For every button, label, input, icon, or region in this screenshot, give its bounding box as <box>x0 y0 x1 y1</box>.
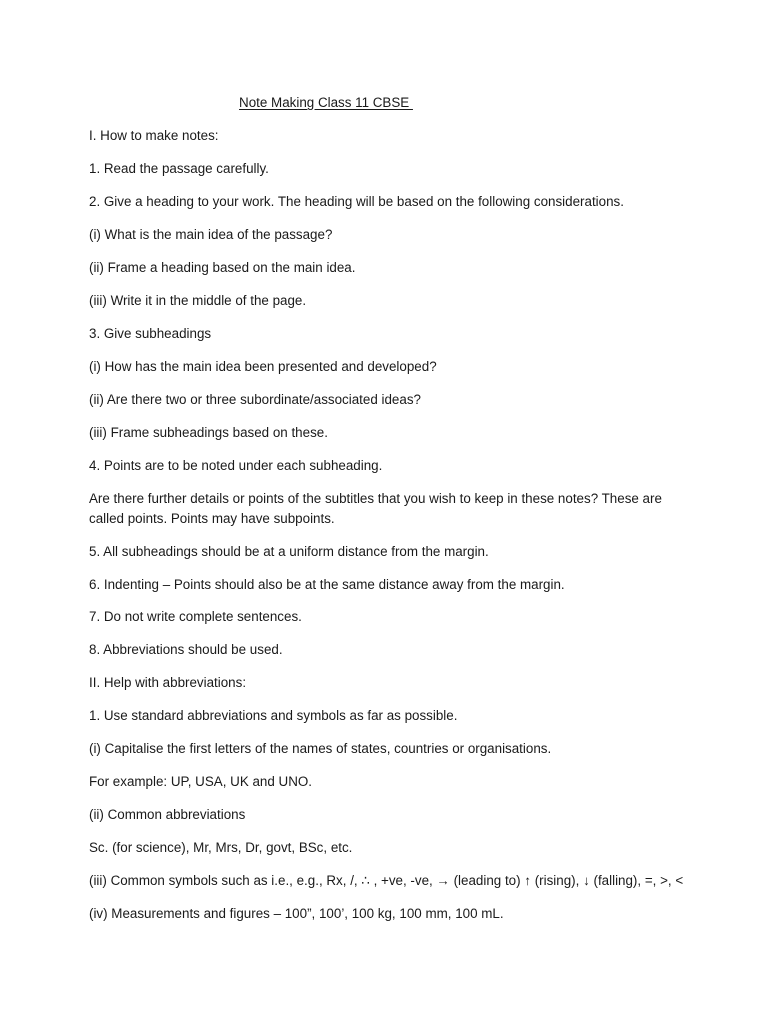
text-line: (i) How has the main idea been presented and developed? <box>89 359 437 374</box>
text-line: 3. Give subheadings <box>89 326 212 341</box>
text-paragraph: Are there further details or points of the subtitles that you wish to keep in these notes? These are called points. Points may have subpoints. <box>89 491 662 526</box>
text-line: 7. Do not write complete sentences. <box>89 609 302 624</box>
text-line: 8. Abbreviations should be used. <box>89 642 283 657</box>
text-line: 6. Indenting – Points should also be at the same distance away from the margin. <box>89 577 565 592</box>
text-line: (iv) Measurements and figures – 100”, 100’, 100 kg, 100 mm, 100 mL. <box>89 906 504 921</box>
text-line: (ii) Frame a heading based on the main idea. <box>89 260 356 275</box>
section-heading: II. Help with abbreviations: <box>89 675 247 690</box>
text-line: 1. Use standard abbreviations and symbols as far as possible. <box>89 708 458 723</box>
text-line: (iii) Common symbols such as i.e., e.g., Rx, /, ∴ , +ve, -ve, → (leading to) ↑ (rising), ↓ (falling), =, >, < <box>89 873 684 888</box>
page-title: Note Making Class 11 CBSE <box>239 95 413 110</box>
text-line: (iii) Write it in the middle of the page. <box>89 293 307 308</box>
text-line: Sc. (for science), Mr, Mrs, Dr, govt, BSc, etc. <box>89 840 353 855</box>
text-line: (ii) Common abbreviations <box>89 807 246 822</box>
text-line: For example: UP, USA, UK and UNO. <box>89 774 313 789</box>
text-line: (ii) Are there two or three subordinate/associated ideas? <box>89 392 421 407</box>
text-line: (i) What is the main idea of the passage? <box>89 227 333 242</box>
text-line: 2. Give a heading to your work. The heading will be based on the following considerations. <box>89 194 624 209</box>
text-line: 5. All subheadings should be at a uniform distance from the margin. <box>89 544 489 559</box>
text-line: (iii) Frame subheadings based on these. <box>89 425 328 440</box>
text-line: 4. Points are to be noted under each subheading. <box>89 458 383 473</box>
text-line: (i) Capitalise the first letters of the names of states, countries or organisations. <box>89 741 552 756</box>
text-line: 1. Read the passage carefully. <box>89 161 269 176</box>
section-heading: I. How to make notes: <box>89 128 219 143</box>
